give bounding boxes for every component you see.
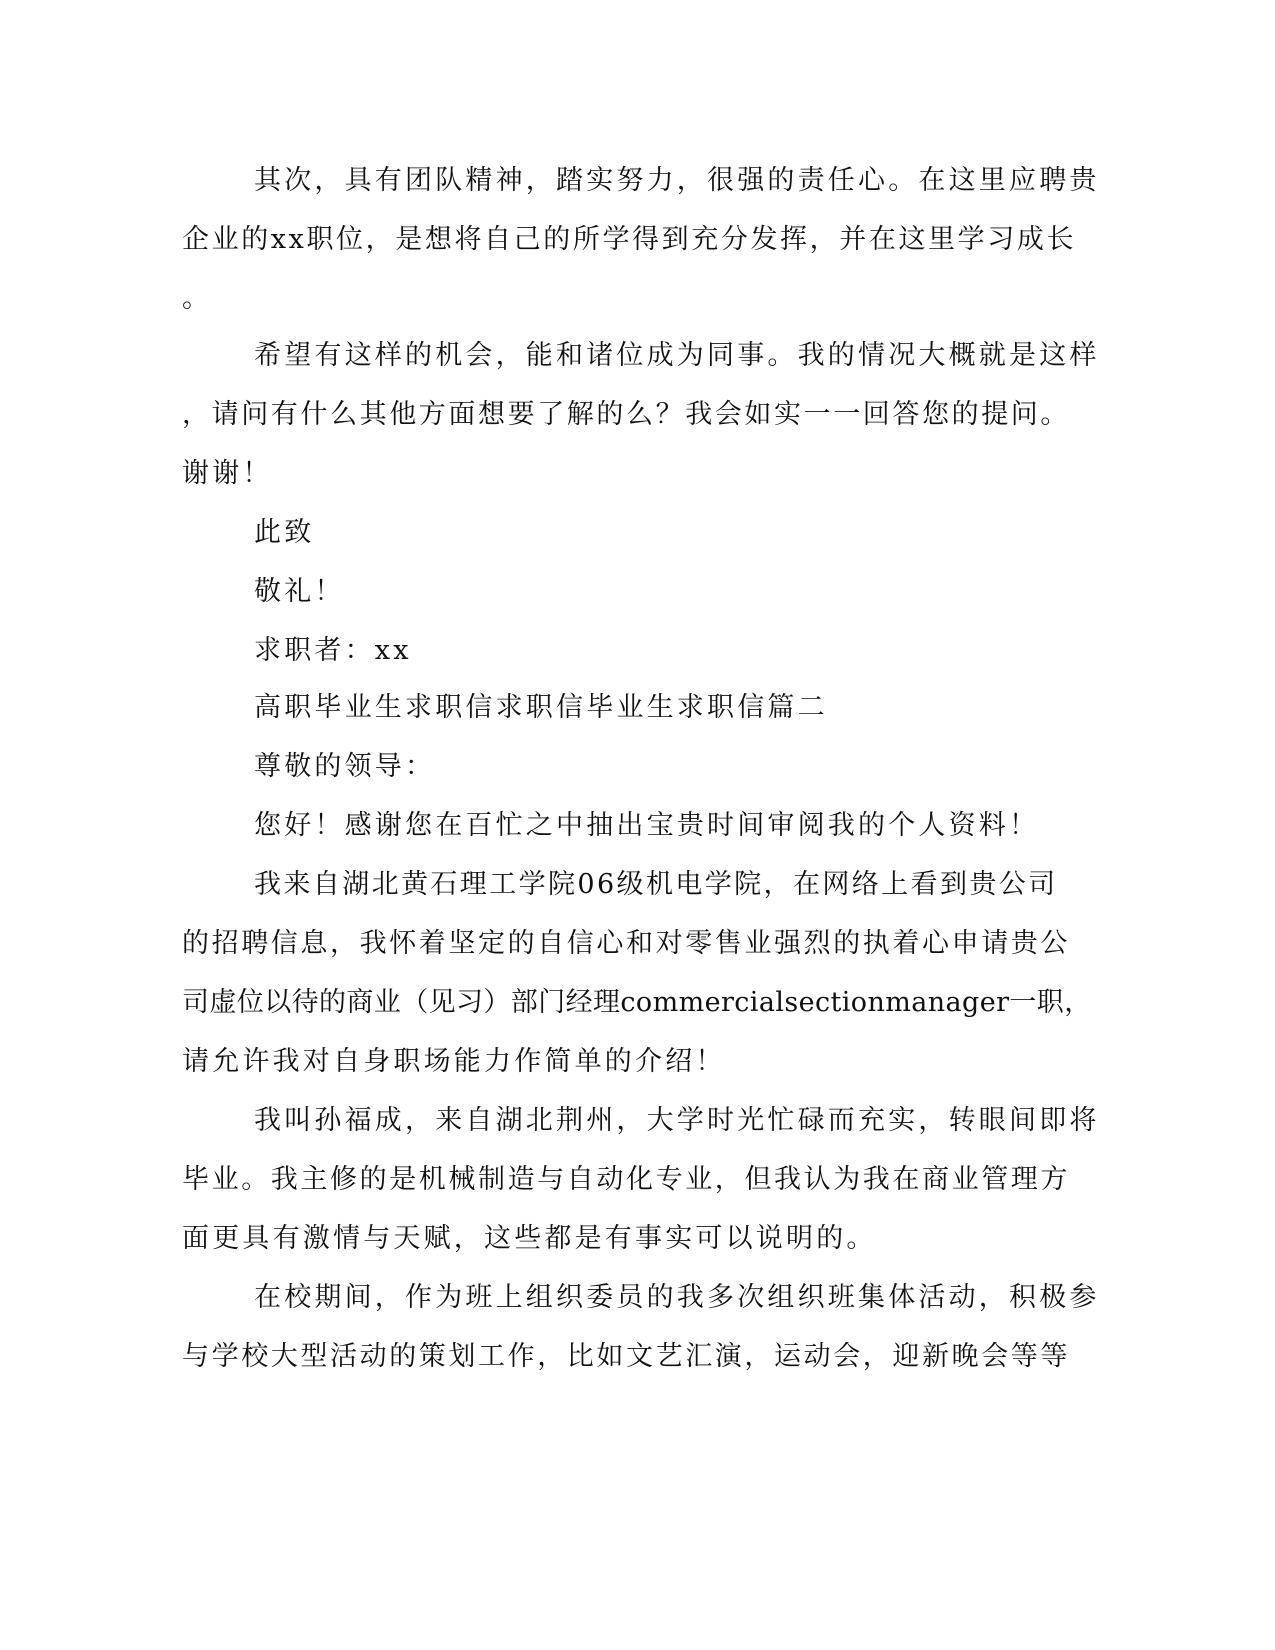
text-line: 与学校大型活动的策划工作，比如文艺汇演，运动会，迎新晚会等等 [182,1341,1070,1372]
salutation: 尊敬的领导： [254,751,436,782]
text-line: 。 [182,283,213,314]
text-line: 求职者：xx [254,635,412,666]
text-line: 此致 [254,517,315,548]
text-line: 希望有这样的机会，能和诸位成为同事。我的情况大概就是这样 [254,340,1100,371]
text-line: 企业的xx职位，是想将自己的所学得到充分发挥，并在这里学习成长 [182,224,1077,255]
text-line: 司虚位以待的商业（见习）部门经理commercialsectionmanager一职， [182,987,1092,1018]
text-line: 的招聘信息，我怀着坚定的自信心和对零售业强烈的执着心申请贵公 [182,928,1070,959]
text-line: 其次，具有团队精神，踏实努力，很强的责任心。在这里应聘贵 [254,165,1100,196]
text-line: 我来自湖北黄石理工学院06级机电学院，在网络上看到贵公司 [254,869,1058,900]
text-line: 您好！感谢您在百忙之中抽出宝贵时间审阅我的个人资料！ [254,810,1040,841]
text-line: 毕业。我主修的是机械制造与自动化专业，但我认为我在商业管理方 [182,1164,1070,1195]
text-line: 敬礼！ [254,576,345,607]
text-line: 谢谢！ [182,458,273,489]
text-line: 我叫孙福成，来自湖北荆州，大学时光忙碌而充实，转眼间即将 [254,1105,1100,1136]
text-line: 面更具有激情与天赋，这些都是有事实可以说明的。 [182,1223,877,1254]
text-line: 请允许我对自身职场能力作简单的介绍！ [182,1046,726,1077]
text-line: 在校期间，作为班上组织委员的我多次组织班集体活动，积极参 [254,1282,1100,1313]
section-heading: 高职毕业生求职信求职信毕业生求职信篇二 [254,692,828,723]
text-line: ，请问有什么其他方面想要了解的么？我会如实一一回答您的提问。 [182,399,1070,430]
